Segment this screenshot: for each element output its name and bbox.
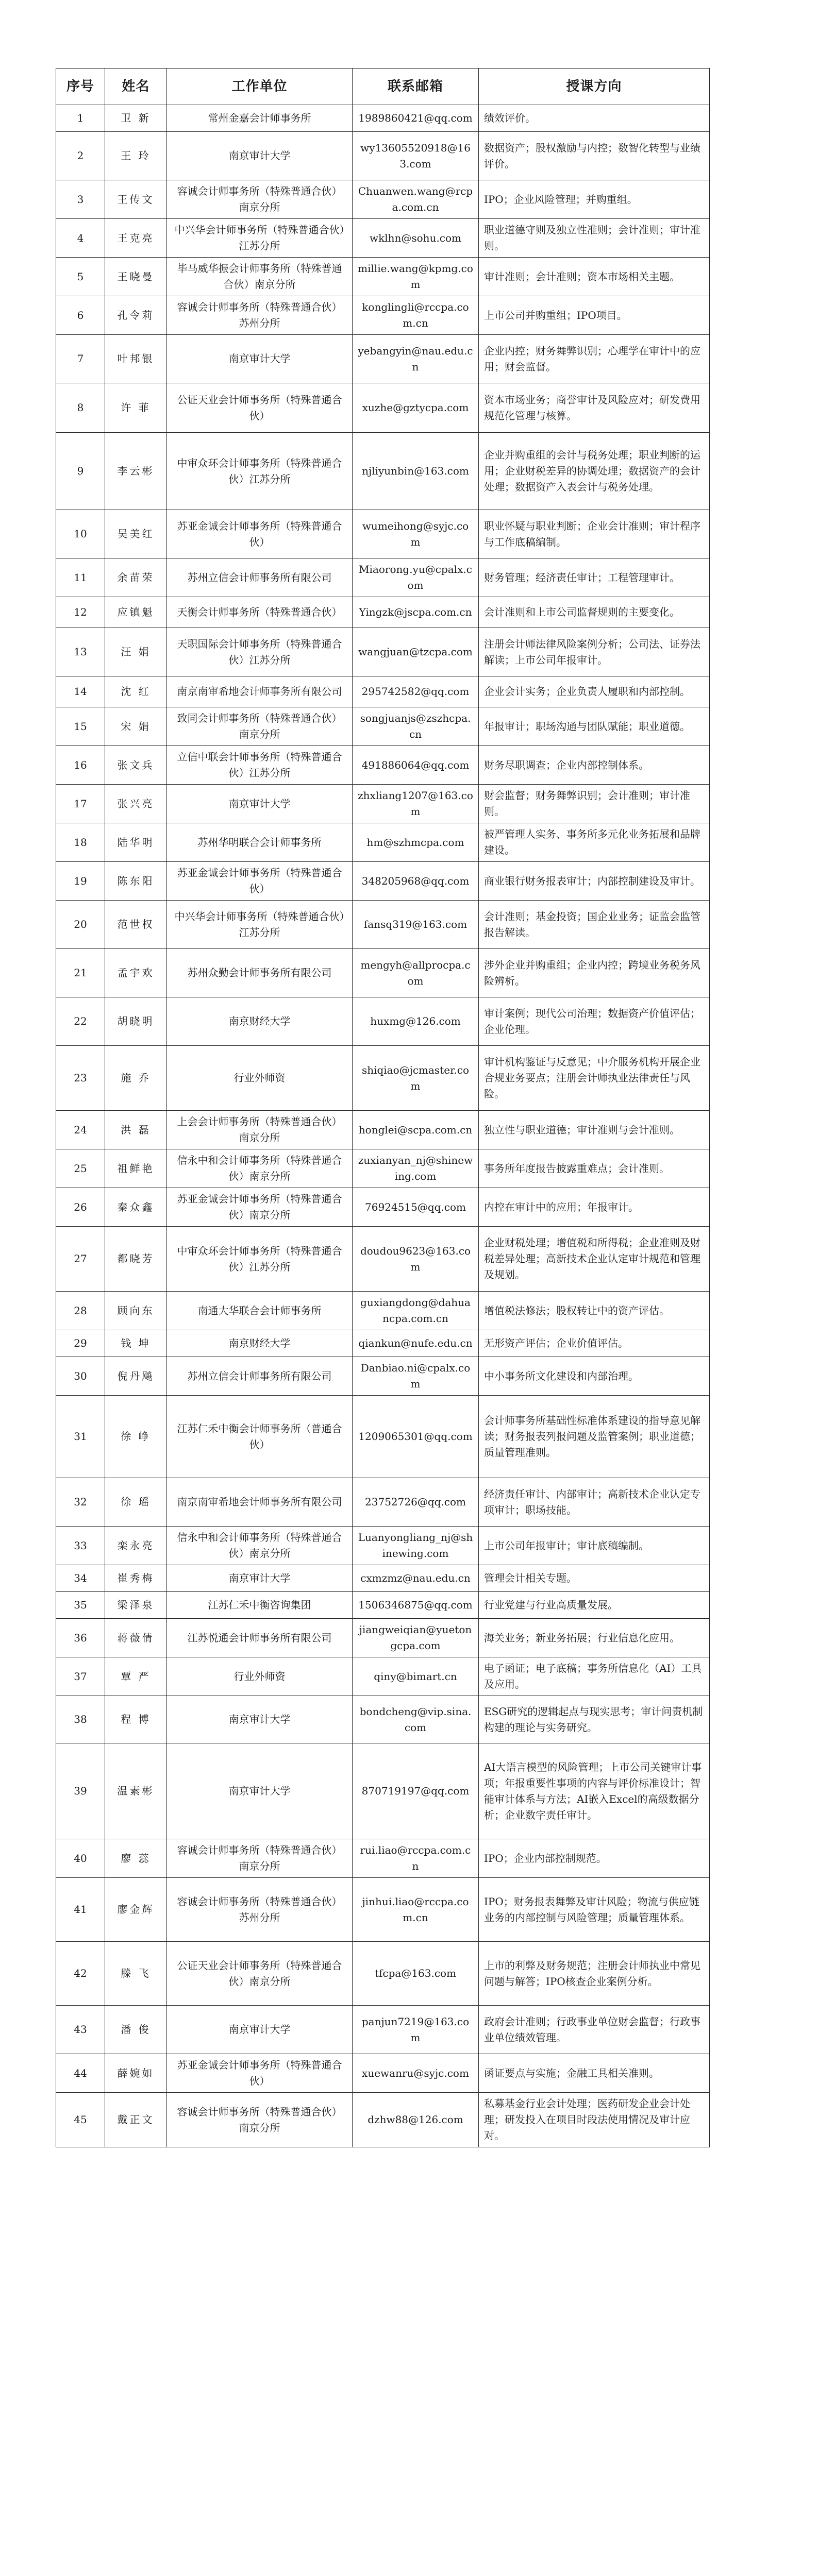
header-row: [56, 69, 710, 105]
contact-email[interactable]: yebangyin@nau.edu.cn: [353, 335, 479, 383]
teaching-topic: 企业会计实务；企业负责人履职和内部控制。: [479, 676, 710, 707]
work-unit: 容诚会计师事务所（特殊普通合伙）南京分所: [167, 1839, 353, 1878]
teaching-topic: 管理会计相关专题。: [479, 1565, 710, 1592]
table-row: [56, 258, 710, 296]
instructor-name: 徐 瑶: [105, 1478, 167, 1527]
work-unit: 南京财经大学: [167, 997, 353, 1046]
row-number: 10: [56, 510, 105, 558]
table-row: [56, 1527, 710, 1565]
row-number: 25: [56, 1149, 105, 1188]
instructor-name: 孟宇欢: [105, 949, 167, 997]
table-row: [56, 1878, 710, 1942]
instructor-name: 祖鲜艳: [105, 1149, 167, 1188]
row-number: 14: [56, 676, 105, 707]
contact-email[interactable]: Miaorong.yu@cpalx.com: [353, 558, 479, 597]
instructor-name: 张兴亮: [105, 785, 167, 823]
row-number: 45: [56, 2093, 105, 2147]
instructor-name: 孔令莉: [105, 296, 167, 335]
work-unit: 公证天业会计师事务所（特殊普通合伙）南京分所: [167, 1942, 353, 2006]
table-row: [56, 1357, 710, 1396]
work-unit: 苏州华明联合会计师事务所: [167, 823, 353, 862]
teaching-topic: 企业内控；财务舞弊识别；心理学在审计中的应用；财会监督。: [479, 335, 710, 383]
row-number: 39: [56, 1743, 105, 1839]
contact-email[interactable]: 348205968@qq.com: [353, 862, 479, 901]
row-number: 15: [56, 707, 105, 746]
contact-email[interactable]: 491886064@qq.com: [353, 746, 479, 785]
teaching-topic: IPO；企业内部控制规范。: [479, 1839, 710, 1878]
table-row: [56, 1592, 710, 1619]
table-row: [56, 105, 710, 132]
work-unit: 上会会计师事务所（特殊普通合伙）南京分所: [167, 1111, 353, 1149]
work-unit: 信永中和会计师事务所（特殊普通合伙）南京分所: [167, 1527, 353, 1565]
table-row: [56, 628, 710, 676]
instructor-name: 钱 坤: [105, 1330, 167, 1357]
row-number: 12: [56, 597, 105, 628]
row-number: 9: [56, 433, 105, 510]
header-name: 姓名: [105, 69, 167, 105]
contact-email[interactable]: xuewanru@syjc.com: [353, 2054, 479, 2093]
teaching-topic: 上市公司年报审计；审计底稿编制。: [479, 1527, 710, 1565]
row-number: 38: [56, 1696, 105, 1743]
table-row: [56, 1565, 710, 1592]
row-number: 22: [56, 997, 105, 1046]
work-unit: 南京审计大学: [167, 1696, 353, 1743]
work-unit: 信永中和会计师事务所（特殊普通合伙）南京分所: [167, 1149, 353, 1188]
work-unit: 苏州立信会计师事务所有限公司: [167, 558, 353, 597]
work-unit: 中审众环会计师事务所（特殊普通合伙）江苏分所: [167, 433, 353, 510]
instructor-name: 应镇魁: [105, 597, 167, 628]
row-number: 5: [56, 258, 105, 296]
contact-email[interactable]: millie.wang@kpmg.com: [353, 258, 479, 296]
instructor-name: 许 菲: [105, 383, 167, 433]
contact-email[interactable]: 1506346875@qq.com: [353, 1592, 479, 1619]
row-number: 40: [56, 1839, 105, 1878]
table-row: [56, 1188, 710, 1227]
work-unit: 南通大华联合会计师事务所: [167, 1292, 353, 1330]
instructor-name: 张文兵: [105, 746, 167, 785]
teaching-topic: 数据资产；股权激励与内控；数智化转型与业绩评价。: [479, 132, 710, 180]
row-number: 17: [56, 785, 105, 823]
instructor-name: 卫 新: [105, 105, 167, 132]
table-row: [56, 1292, 710, 1330]
instructor-name: 潘 俊: [105, 2006, 167, 2054]
contact-email[interactable]: 295742582@qq.com: [353, 676, 479, 707]
work-unit: 南京审计大学: [167, 132, 353, 180]
header-email: 联系邮箱: [353, 69, 479, 105]
work-unit: 苏亚金诚会计师事务所（特殊普通合伙）: [167, 510, 353, 558]
work-unit: 行业外师资: [167, 1657, 353, 1696]
instructor-name: 王晓曼: [105, 258, 167, 296]
instructor-name: 李云彬: [105, 433, 167, 510]
table-row: [56, 433, 710, 510]
table-row: [56, 1743, 710, 1839]
work-unit: 苏州立信会计师事务所有限公司: [167, 1357, 353, 1396]
row-number: 21: [56, 949, 105, 997]
instructor-name: 梁泽泉: [105, 1592, 167, 1619]
teaching-topic: 政府会计准则；行政事业单位财会监督；行政事业单位绩效管理。: [479, 2006, 710, 2054]
work-unit: 南京审计大学: [167, 1743, 353, 1839]
contact-email[interactable]: 870719197@qq.com: [353, 1743, 479, 1839]
work-unit: 苏亚金诚会计师事务所（特殊普通合伙）南京分所: [167, 1188, 353, 1227]
instructor-name: 王传文: [105, 180, 167, 219]
teaching-topic: 企业并购重组的会计与税务处理；职业判断的运用；企业财税差异的协调处理；数据资产的会计处理；数据资产入表会计与税务处理。: [479, 433, 710, 510]
work-unit: 南京审计大学: [167, 2006, 353, 2054]
row-number: 27: [56, 1227, 105, 1292]
contact-email[interactable]: fansq319@163.com: [353, 901, 479, 949]
teaching-topic: 财务尽职调查；企业内部控制体系。: [479, 746, 710, 785]
row-number: 18: [56, 823, 105, 862]
row-number: 36: [56, 1619, 105, 1657]
contact-email[interactable]: qiny@bimart.cn: [353, 1657, 479, 1696]
work-unit: 中兴华会计师事务所（特殊普通合伙）江苏分所: [167, 901, 353, 949]
instructor-name: 廖 蕊: [105, 1839, 167, 1878]
instructor-name: 倪丹飚: [105, 1357, 167, 1396]
teaching-topic: 会计准则；基金投资；国企业业务；证监会监管报告解读。: [479, 901, 710, 949]
teaching-topic: 中小事务所文化建设和内部治理。: [479, 1357, 710, 1396]
instructor-name: 王 玲: [105, 132, 167, 180]
teaching-topic: 职业道德守则及独立性准则；会计准则；审计准则。: [479, 219, 710, 258]
work-unit: 容诚会计师事务所（特殊普通合伙）苏州分所: [167, 1878, 353, 1942]
teaching-topic: 事务所年度报告披露重难点；会计准则。: [479, 1149, 710, 1188]
table-row: [56, 1227, 710, 1292]
contact-email[interactable]: guxiangdong@dahuancpa.com.cn: [353, 1292, 479, 1330]
table-row: [56, 597, 710, 628]
row-number: 29: [56, 1330, 105, 1357]
work-unit: 南京南审希地会计师事务所有限公司: [167, 1478, 353, 1527]
instructor-name: 王克亮: [105, 219, 167, 258]
contact-email[interactable]: wumeihong@syjc.com: [353, 510, 479, 558]
table-row: [56, 180, 710, 219]
work-unit: 南京南审希地会计师事务所有限公司: [167, 676, 353, 707]
work-unit: 苏州众勤会计师事务所有限公司: [167, 949, 353, 997]
teaching-topic: 审计机构鉴证与反意见；中介服务机构开展企业合规业务要点；注册会计师执业法律责任与风险。: [479, 1046, 710, 1111]
work-unit: 天职国际会计师事务所（特殊普通合伙）江苏分所: [167, 628, 353, 676]
instructor-name: 顾向东: [105, 1292, 167, 1330]
contact-email[interactable]: wklhn@sohu.com: [353, 219, 479, 258]
teaching-topic: 商业银行财务报表审计；内部控制建设及审计。: [479, 862, 710, 901]
work-unit: 天衡会计师事务所（特殊普通合伙）: [167, 597, 353, 628]
teaching-topic: 职业怀疑与职业判断；企业会计准则；审计程序与工作底稿编制。: [479, 510, 710, 558]
teaching-topic: AI大语言模型的风险管理；上市公司关键审计事项；年报重要性事项的内容与评价标准设计；智能审计体系与方法；AI嵌入Excel的高级数据分析；企业数字责任审计。: [479, 1743, 710, 1839]
table-row: [56, 2054, 710, 2093]
instructor-name: 汪 娟: [105, 628, 167, 676]
instructor-name: 施 乔: [105, 1046, 167, 1111]
teaching-topic: 涉外企业并购重组；企业内控；跨境业务税务风险辨析。: [479, 949, 710, 997]
teaching-topic: 电子函证；电子底稿；事务所信息化（AI）工具及应用。: [479, 1657, 710, 1696]
teaching-topic: 会计准则和上市公司监督规则的主要变化。: [479, 597, 710, 628]
instructor-name: 吴美红: [105, 510, 167, 558]
instructor-name: 胡晓明: [105, 997, 167, 1046]
instructor-name: 栾永亮: [105, 1527, 167, 1565]
contact-email[interactable]: Danbiao.ni@cpalx.com: [353, 1357, 479, 1396]
table-row: [56, 1396, 710, 1478]
header-work-unit: 工作单位: [167, 69, 353, 105]
contact-email[interactable]: doudou9623@163.com: [353, 1227, 479, 1292]
contact-email[interactable]: zuxianyan_nj@shinewing.com: [353, 1149, 479, 1188]
row-number: 19: [56, 862, 105, 901]
row-number: 33: [56, 1527, 105, 1565]
teaching-topic: 被严管理人实务、事务所多元化业务拓展和品牌建设。: [479, 823, 710, 862]
table-row: [56, 1478, 710, 1527]
row-number: 3: [56, 180, 105, 219]
teaching-topic: 上市公司并购重组；IPO项目。: [479, 296, 710, 335]
table-row: [56, 1839, 710, 1878]
teaching-topic: 私募基金行业会计处理；医药研发企业会计处理；研发投入在项目时段法使用情况及审计应对。: [479, 2093, 710, 2147]
row-number: 26: [56, 1188, 105, 1227]
teaching-topic: IPO；财务报表舞弊及审计风险；物流与供应链业务的内部控制与风险管理；质量管理体系。: [479, 1878, 710, 1942]
teaching-topic: 独立性与职业道德；审计准则与会计准则。: [479, 1111, 710, 1149]
teaching-topic: 审计准则；会计准则；资本市场相关主题。: [479, 258, 710, 296]
table-row: [56, 676, 710, 707]
table-row: [56, 1657, 710, 1696]
contact-email[interactable]: panjun7219@163.com: [353, 2006, 479, 2054]
teaching-topic: 上市的利弊及财务规范；注册会计师执业中常见问题与解答；IPO核查企业案例分析。: [479, 1942, 710, 2006]
instructor-name: 徐 峥: [105, 1396, 167, 1478]
teaching-topic: 无形资产评估；企业价值评估。: [479, 1330, 710, 1357]
row-number: 6: [56, 296, 105, 335]
contact-email[interactable]: honglei@scpa.com.cn: [353, 1111, 479, 1149]
contact-email[interactable]: qiankun@nufe.edu.cn: [353, 1330, 479, 1357]
teaching-topic: 会计师事务所基础性标准体系建设的指导意见解读；财务报表列报问题及监管案例；职业道德；质量管理准则。: [479, 1396, 710, 1478]
row-number: 28: [56, 1292, 105, 1330]
contact-email[interactable]: bondcheng@vip.sina.com: [353, 1696, 479, 1743]
instructor-name: 范世权: [105, 901, 167, 949]
row-number: 44: [56, 2054, 105, 2093]
work-unit: 江苏仁禾中衡咨询集团: [167, 1592, 353, 1619]
table-row: [56, 901, 710, 949]
contact-email[interactable]: wy13605520918@163.com: [353, 132, 479, 180]
table-row: [56, 558, 710, 597]
table-row: [56, 510, 710, 558]
instructor-name: 滕 飞: [105, 1942, 167, 2006]
instructor-name: 秦众鑫: [105, 1188, 167, 1227]
teaching-topic: IPO；企业风险管理；并购重组。: [479, 180, 710, 219]
contact-email[interactable]: songjuanjs@zszhcpa.cn: [353, 707, 479, 746]
instructor-name: 戴正文: [105, 2093, 167, 2147]
contact-email[interactable]: xuzhe@gztycpa.com: [353, 383, 479, 433]
teaching-topic: 审计案例；现代公司治理；数据资产价值评估；企业伦理。: [479, 997, 710, 1046]
instructor-name: 崔秀梅: [105, 1565, 167, 1592]
contact-email[interactable]: rui.liao@rccpa.com.cn: [353, 1839, 479, 1878]
teaching-topic: 绩效评价。: [479, 105, 710, 132]
work-unit: 容诚会计师事务所（特殊普通合伙）南京分所: [167, 2093, 353, 2147]
teaching-topic: 海关业务；新业务拓展；行业信息化应用。: [479, 1619, 710, 1657]
row-number: 1: [56, 105, 105, 132]
table-row: [56, 132, 710, 180]
table-row: [56, 862, 710, 901]
instructor-name: 蒋薇倩: [105, 1619, 167, 1657]
row-number: 20: [56, 901, 105, 949]
work-unit: 常州金嘉会计师事务所: [167, 105, 353, 132]
contact-email[interactable]: konglingli@rccpa.com.cn: [353, 296, 479, 335]
teaching-topic: 年报审计；职场沟通与团队赋能；职业道德。: [479, 707, 710, 746]
contact-email[interactable]: Luanyongliang_nj@shinewing.com: [353, 1527, 479, 1565]
table-row: [56, 823, 710, 862]
work-unit: 南京审计大学: [167, 785, 353, 823]
instructor-name: 陆华明: [105, 823, 167, 862]
table-row: [56, 1942, 710, 2006]
table-row: [56, 383, 710, 433]
table-row: [56, 997, 710, 1046]
row-number: 11: [56, 558, 105, 597]
teaching-topic: 财务管理；经济责任审计；工程管理审计。: [479, 558, 710, 597]
work-unit: 容诚会计师事务所（特殊普通合伙）苏州分所: [167, 296, 353, 335]
contact-email[interactable]: Yingzk@jscpa.com.cn: [353, 597, 479, 628]
work-unit: 致同会计师事务所（特殊普通合伙）南京分所: [167, 707, 353, 746]
row-number: 32: [56, 1478, 105, 1527]
row-number: 31: [56, 1396, 105, 1478]
instructor-table: [56, 68, 710, 2147]
row-number: 16: [56, 746, 105, 785]
instructor-name: 温素彬: [105, 1743, 167, 1839]
teaching-topic: 资本市场业务；商誉审计及风险应对；研发费用规范化管理与核算。: [479, 383, 710, 433]
header-number: 序号: [56, 69, 105, 105]
contact-email[interactable]: shiqiao@jcmaster.com: [353, 1046, 479, 1111]
instructor-name: 沈 红: [105, 676, 167, 707]
teaching-topic: 内控在审计中的应用；年报审计。: [479, 1188, 710, 1227]
teaching-topic: 注册会计师法律风险案例分析；公司法、证券法解读；上市公司年报审计。: [479, 628, 710, 676]
work-unit: 南京财经大学: [167, 1330, 353, 1357]
table-row: [56, 1111, 710, 1149]
table-row: [56, 219, 710, 258]
contact-email[interactable]: hm@szhmcpa.com: [353, 823, 479, 862]
instructor-name: 都晓芳: [105, 1227, 167, 1292]
row-number: 42: [56, 1942, 105, 2006]
row-number: 13: [56, 628, 105, 676]
contact-email[interactable]: 1989860421@qq.com: [353, 105, 479, 132]
work-unit: 江苏悦通会计师事务所有限公司: [167, 1619, 353, 1657]
table-row: [56, 1330, 710, 1357]
work-unit: 苏亚金诚会计师事务所（特殊普通合伙）: [167, 862, 353, 901]
table-row: [56, 2006, 710, 2054]
work-unit: 苏亚金诚会计师事务所（特殊普通合伙）: [167, 2054, 353, 2093]
instructor-name: 宋 娟: [105, 707, 167, 746]
row-number: 2: [56, 132, 105, 180]
contact-email[interactable]: 1209065301@qq.com: [353, 1396, 479, 1478]
work-unit: 容诚会计师事务所（特殊普通合伙）南京分所: [167, 180, 353, 219]
work-unit: 南京审计大学: [167, 1565, 353, 1592]
teaching-topic: 行业党建与行业高质量发展。: [479, 1592, 710, 1619]
teaching-topic: ESG研究的逻辑起点与现实思考；审计问责机制构建的理论与实务研究。: [479, 1696, 710, 1743]
table-row: [56, 785, 710, 823]
row-number: 23: [56, 1046, 105, 1111]
work-unit: 公证天业会计师事务所（特殊普通合伙）: [167, 383, 353, 433]
contact-email[interactable]: mengyh@allprocpa.com: [353, 949, 479, 997]
instructor-name: 覃 严: [105, 1657, 167, 1696]
table-row: [56, 707, 710, 746]
instructor-name: 薛婉如: [105, 2054, 167, 2093]
teaching-topic: 经济责任审计、内部审计；高新技术企业认定专项审计；职场技能。: [479, 1478, 710, 1527]
row-number: 34: [56, 1565, 105, 1592]
teaching-topic: 财会监督；财务舞弊识别；会计准则；审计准则。: [479, 785, 710, 823]
contact-email[interactable]: zhxliang1207@163.com: [353, 785, 479, 823]
teaching-topic: 企业财税处理；增值税和所得税；企业准则及财税差异处理；高新技术企业认定审计规范和管理及规划。: [479, 1227, 710, 1292]
row-number: 35: [56, 1592, 105, 1619]
header-teaching-topic: 授课方向: [479, 69, 710, 105]
row-number: 30: [56, 1357, 105, 1396]
row-number: 24: [56, 1111, 105, 1149]
row-number: 41: [56, 1878, 105, 1942]
contact-email[interactable]: cxmzmz@nau.edu.cn: [353, 1565, 479, 1592]
contact-email[interactable]: tfcpa@163.com: [353, 1942, 479, 2006]
contact-email[interactable]: njliyunbin@163.com: [353, 433, 479, 510]
contact-email[interactable]: jinhui.liao@rccpa.com.cn: [353, 1878, 479, 1942]
work-unit: 南京审计大学: [167, 335, 353, 383]
teaching-topic: 增值税法修法；股权转让中的资产评估。: [479, 1292, 710, 1330]
row-number: 7: [56, 335, 105, 383]
teaching-topic: 函证要点与实施；金融工具相关准则。: [479, 2054, 710, 2093]
work-unit: 中审众环会计师事务所（特殊普通合伙）江苏分所: [167, 1227, 353, 1292]
table-row: [56, 335, 710, 383]
instructor-name: 程 博: [105, 1696, 167, 1743]
contact-email[interactable]: Chuanwen.wang@rcpa.com.cn: [353, 180, 479, 219]
table-body: [56, 105, 710, 2147]
table-row: [56, 1696, 710, 1743]
work-unit: 立信中联会计师事务所（特殊普通合伙）江苏分所: [167, 746, 353, 785]
instructor-name: 叶邦银: [105, 335, 167, 383]
contact-email[interactable]: dzhw88@126.com: [353, 2093, 479, 2147]
row-number: 4: [56, 219, 105, 258]
table-row: [56, 746, 710, 785]
table-row: [56, 1046, 710, 1111]
contact-email[interactable]: wangjuan@tzcpa.com: [353, 628, 479, 676]
instructor-name: 余苗荣: [105, 558, 167, 597]
work-unit: 毕马威华振会计师事务所（特殊普通合伙）南京分所: [167, 258, 353, 296]
table-row: [56, 949, 710, 997]
row-number: 8: [56, 383, 105, 433]
row-number: 37: [56, 1657, 105, 1696]
instructor-name: 廖金辉: [105, 1878, 167, 1942]
contact-email[interactable]: huxmg@126.com: [353, 997, 479, 1046]
contact-email[interactable]: 23752726@qq.com: [353, 1478, 479, 1527]
work-unit: 江苏仁禾中衡会计师事务所（普通合伙）: [167, 1396, 353, 1478]
instructor-name: 陈东阳: [105, 862, 167, 901]
table-row: [56, 296, 710, 335]
table-row: [56, 1619, 710, 1657]
instructor-name: 洪 磊: [105, 1111, 167, 1149]
row-number: 43: [56, 2006, 105, 2054]
table-row: [56, 1149, 710, 1188]
work-unit: 中兴华会计师事务所（特殊普通合伙）江苏分所: [167, 219, 353, 258]
table-row: [56, 2093, 710, 2147]
contact-email[interactable]: 76924515@qq.com: [353, 1188, 479, 1227]
contact-email[interactable]: jiangweiqian@yuetongcpa.com: [353, 1619, 479, 1657]
work-unit: 行业外师资: [167, 1046, 353, 1111]
